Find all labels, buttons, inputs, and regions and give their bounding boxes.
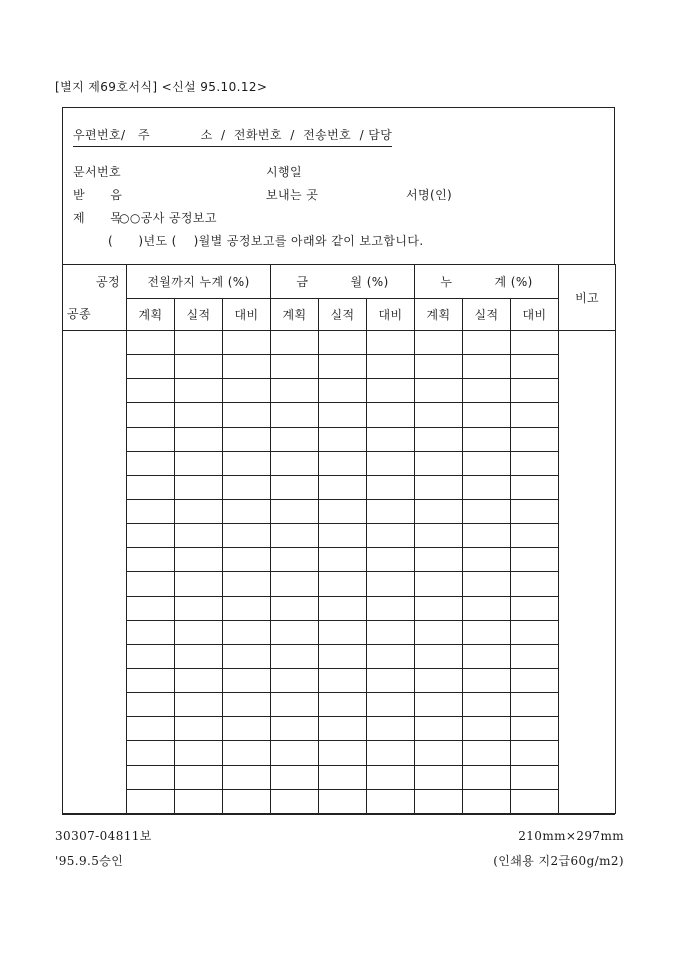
data-entry-cell [511,331,559,355]
corner-worktype-label: 공종 [67,307,91,321]
data-entry-cell [223,451,271,475]
data-entry-cell [367,620,415,644]
table-body-row [63,620,616,644]
data-entry-cell [415,741,463,765]
data-entry-cell [175,693,223,717]
data-entry-cell [511,717,559,741]
data-entry-cell [127,548,175,572]
table-body-row [63,451,616,475]
data-entry-cell [463,548,511,572]
data-entry-cell [415,572,463,596]
data-entry-cell [127,596,175,620]
data-entry-cell [463,596,511,620]
plan-header: 계획 [127,299,175,331]
data-entry-cell [175,548,223,572]
data-entry-cell [511,475,559,499]
data-entry-cell [175,451,223,475]
form-code: 30307-04811보 [55,829,152,843]
actual-header: 실적 [463,299,511,331]
table-group-header-row [63,265,616,299]
data-entry-cell [127,499,175,523]
data-entry-cell [223,668,271,692]
data-entry-cell [463,475,511,499]
data-entry-cell [127,451,175,475]
data-entry-cell [511,427,559,451]
data-entry-cell [511,668,559,692]
data-entry-cell [223,331,271,355]
data-entry-cell [271,331,319,355]
data-entry-cell [319,355,367,379]
data-entry-cell [511,620,559,644]
data-entry-cell [127,355,175,379]
data-entry-cell [511,789,559,813]
data-entry-cell [511,572,559,596]
table-body-row [63,572,616,596]
data-entry-cell [367,572,415,596]
data-entry-cell [415,620,463,644]
data-entry-cell [511,644,559,668]
data-entry-cell [271,789,319,813]
data-entry-cell [367,427,415,451]
data-entry-cell [511,596,559,620]
sender-label: 보내는 곳 [266,188,319,202]
data-entry-cell [271,717,319,741]
table-body [63,331,616,814]
ratio-header: 대비 [367,299,415,331]
table-body-row [63,693,616,717]
group-header-this-month: 금 월 (%) [271,265,415,299]
data-entry-cell [415,499,463,523]
data-entry-cell [367,765,415,789]
data-entry-cell [175,331,223,355]
table-body-row [63,765,616,789]
data-entry-cell [319,693,367,717]
data-entry-cell [463,717,511,741]
signature-label: 서명(인) [406,188,453,202]
data-entry-cell [223,717,271,741]
table-body-row [63,331,616,355]
data-entry-cell [415,331,463,355]
data-entry-cell [463,620,511,644]
data-entry-cell [127,427,175,451]
data-entry-cell [415,717,463,741]
data-entry-cell [271,668,319,692]
data-entry-cell [367,717,415,741]
actual-header: 실적 [175,299,223,331]
data-entry-cell [319,668,367,692]
data-entry-cell [319,741,367,765]
data-entry-cell [511,524,559,548]
data-entry-cell [175,572,223,596]
data-entry-cell [415,668,463,692]
data-entry-cell [223,475,271,499]
data-entry-cell [175,403,223,427]
data-entry-cell [127,668,175,692]
data-entry-cell [223,765,271,789]
work-type-column-cell [63,331,127,814]
data-entry-cell [271,596,319,620]
data-entry-cell [367,741,415,765]
data-entry-cell [511,765,559,789]
receiver-label: 받 음 [73,188,123,202]
group-header-prev-cumulative: 전월까지 누계 (%) [127,265,271,299]
data-entry-cell [223,379,271,403]
data-entry-cell [463,693,511,717]
data-entry-cell [415,379,463,403]
data-entry-cell [511,499,559,523]
data-entry-cell [271,644,319,668]
data-entry-cell [127,331,175,355]
form-border-box [62,107,615,815]
data-entry-cell [511,693,559,717]
data-entry-cell [175,499,223,523]
data-entry-cell [271,403,319,427]
data-entry-cell [223,620,271,644]
data-entry-cell [463,789,511,813]
data-entry-cell [463,427,511,451]
data-entry-cell [319,379,367,403]
data-entry-cell [415,644,463,668]
table-body-row [63,596,616,620]
ratio-header: 대비 [223,299,271,331]
data-entry-cell [367,475,415,499]
table-sub-header-row [63,299,616,331]
data-entry-cell [271,693,319,717]
data-entry-cell [175,379,223,403]
data-entry-cell [367,524,415,548]
data-entry-cell [127,403,175,427]
data-entry-cell [511,741,559,765]
paper-spec-note: (인쇄용 지2급60g/m2) [493,854,624,868]
plan-header: 계획 [415,299,463,331]
data-entry-cell [271,572,319,596]
group-header-cumulative: 누 계 (%) [415,265,559,299]
data-entry-cell [415,548,463,572]
data-entry-cell [319,427,367,451]
paper-size-note: 210mm×297mm [518,829,624,843]
data-entry-cell [319,644,367,668]
data-entry-cell [127,741,175,765]
data-entry-cell [127,693,175,717]
data-entry-cell [367,403,415,427]
data-entry-cell [463,451,511,475]
data-entry-cell [511,403,559,427]
issue-date-label: 시행일 [266,165,302,179]
progress-report-table [62,264,616,814]
table-body-row [63,524,616,548]
table-body-row [63,548,616,572]
table-body-row [63,789,616,813]
data-entry-cell [271,765,319,789]
data-entry-cell [319,499,367,523]
table-body-row [63,741,616,765]
data-entry-cell [367,644,415,668]
data-entry-cell [223,572,271,596]
data-entry-cell [415,596,463,620]
data-entry-cell [367,451,415,475]
actual-header: 실적 [319,299,367,331]
data-entry-cell [319,331,367,355]
data-entry-cell [511,548,559,572]
subject-label: 제 목 [73,211,123,225]
data-entry-cell [223,741,271,765]
corner-process-label: 공정 [96,275,120,289]
data-entry-cell [415,355,463,379]
data-entry-cell [463,355,511,379]
data-entry-cell [319,403,367,427]
data-entry-cell [367,379,415,403]
data-entry-cell [367,668,415,692]
data-entry-cell [319,717,367,741]
table-body-row [63,499,616,523]
data-entry-cell [319,765,367,789]
data-entry-cell [415,789,463,813]
data-entry-cell [367,499,415,523]
data-entry-cell [175,427,223,451]
data-entry-cell [175,596,223,620]
subject-value: ○○공사 공정보고 [119,211,217,225]
data-entry-cell [415,475,463,499]
data-entry-cell [127,572,175,596]
data-entry-cell [175,475,223,499]
data-entry-cell [271,475,319,499]
data-entry-cell [463,668,511,692]
data-entry-cell [415,451,463,475]
data-entry-cell [367,596,415,620]
data-entry-cell [319,789,367,813]
data-entry-cell [127,789,175,813]
data-entry-cell [463,765,511,789]
table-body-row [63,717,616,741]
data-entry-cell [223,524,271,548]
data-entry-cell [463,379,511,403]
ratio-header: 대비 [511,299,559,331]
note-column-header: 비고 [559,265,616,331]
data-entry-cell [463,572,511,596]
plan-header: 계획 [271,299,319,331]
data-entry-cell [415,693,463,717]
data-entry-cell [223,548,271,572]
data-entry-cell [511,451,559,475]
data-entry-cell [271,620,319,644]
table-body-row [63,355,616,379]
data-entry-cell [175,765,223,789]
data-entry-cell [367,693,415,717]
data-entry-cell [319,620,367,644]
data-entry-cell [271,548,319,572]
data-entry-cell [463,403,511,427]
data-entry-cell [463,331,511,355]
data-entry-cell [415,765,463,789]
table-body-row [63,668,616,692]
corner-diagonal-cell [63,265,127,331]
data-entry-cell [127,379,175,403]
data-entry-cell [271,741,319,765]
data-entry-cell [175,668,223,692]
data-entry-cell [319,524,367,548]
data-entry-cell [271,524,319,548]
table-body-row [63,403,616,427]
approval-date: '95.9.5승인 [55,854,124,868]
table-body-row [63,644,616,668]
data-entry-cell [271,427,319,451]
data-entry-cell [271,355,319,379]
data-entry-cell [463,499,511,523]
data-entry-cell [511,355,559,379]
data-entry-cell [127,717,175,741]
data-entry-cell [271,451,319,475]
data-entry-cell [175,789,223,813]
form-id-label: [별지 제69호서식] <신설 95.10.12> [55,80,268,94]
data-entry-cell [415,427,463,451]
data-entry-cell [223,499,271,523]
data-entry-cell [223,355,271,379]
data-entry-cell [319,451,367,475]
data-entry-cell [463,741,511,765]
data-entry-cell [367,789,415,813]
data-entry-cell [175,355,223,379]
data-entry-cell [127,765,175,789]
data-entry-cell [127,644,175,668]
table-body-row [63,475,616,499]
data-entry-cell [271,499,319,523]
data-entry-cell [223,789,271,813]
data-entry-cell [463,524,511,548]
data-entry-cell [319,596,367,620]
table-body-row [63,427,616,451]
data-entry-cell [223,427,271,451]
data-entry-cell [367,355,415,379]
data-entry-cell [415,403,463,427]
data-entry-cell [223,596,271,620]
table-body-row [63,379,616,403]
data-entry-cell [271,379,319,403]
data-entry-cell [175,524,223,548]
data-entry-cell [319,475,367,499]
data-entry-cell [223,693,271,717]
data-entry-cell [175,717,223,741]
data-entry-cell [319,572,367,596]
note-column-cell [559,331,616,814]
data-entry-cell [367,331,415,355]
data-entry-cell [175,644,223,668]
data-entry-cell [511,379,559,403]
data-entry-cell [223,644,271,668]
data-entry-cell [415,524,463,548]
data-entry-cell [319,548,367,572]
data-entry-cell [127,620,175,644]
data-entry-cell [127,475,175,499]
data-entry-cell [463,644,511,668]
data-entry-cell [175,620,223,644]
data-entry-cell [223,403,271,427]
address-header-line: 우편번호/ 주 소 / 전화번호 / 전송번호 / 담당 [73,128,392,147]
data-entry-cell [367,548,415,572]
data-entry-cell [127,524,175,548]
data-entry-cell [175,741,223,765]
report-statement: ( )년도 ( )월별 공정보고를 아래와 같이 보고합니다. [108,234,424,248]
doc-number-label: 문서번호 [73,165,121,179]
